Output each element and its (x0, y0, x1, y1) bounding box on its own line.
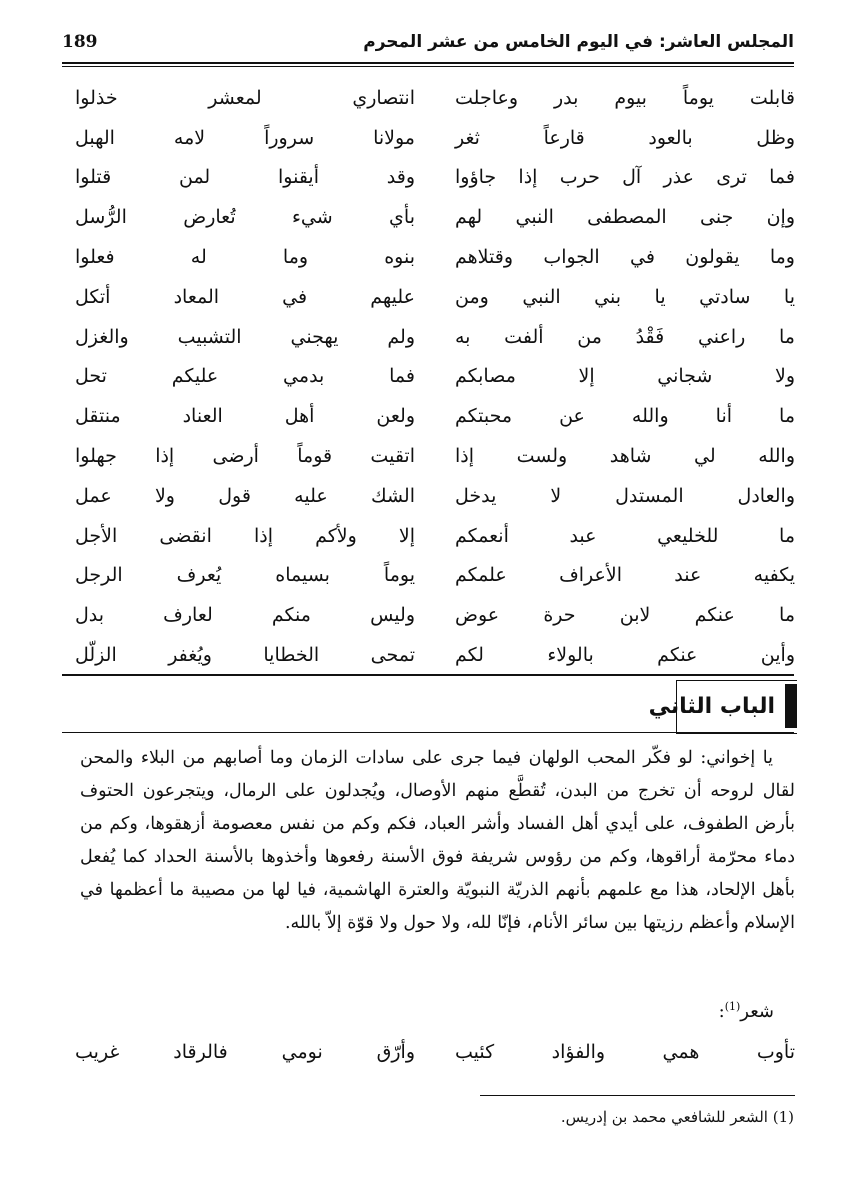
poem-line (70, 556, 795, 596)
poem-first-hemistich: وظل بالعود قارعاً ثغر (455, 126, 795, 149)
footnote (561, 1108, 794, 1126)
poem-second-hemistich: ولم يهجني التشبيب والغزل (75, 325, 415, 348)
poem-first-hemistich: ما أنا والله عن محبتكم (455, 405, 795, 428)
poem-line (70, 317, 795, 357)
header-rule (62, 62, 794, 64)
poem-line (70, 158, 795, 198)
poem-first-hemistich: والله لي شاهد ولست إذا (455, 445, 795, 468)
poem-line (70, 476, 795, 516)
poem-second-hemistich: إلا ولأكم إذا انقضى الأجل (75, 524, 415, 547)
verse-first-hemistich: تأوب همي والفؤاد كئيب (455, 1040, 795, 1063)
running-header (62, 30, 794, 60)
poem-first-hemistich: فما ترى عذر آل حرب إذا جاؤوا (455, 166, 795, 189)
chapter-heading (639, 684, 797, 728)
poem (70, 78, 795, 675)
footnote-text: الشعر للشافعي محمد بن إدريس. (560, 1108, 768, 1126)
chapter-title: الباب الثاني (648, 693, 775, 719)
poem-line (70, 357, 795, 397)
poem-line (70, 635, 795, 675)
header-rule-thin (62, 66, 794, 67)
poem-line (70, 396, 795, 436)
poem-second-hemistich: مولانا سروراً لامه الهبل (75, 126, 415, 149)
footnote-rule (480, 1095, 795, 1096)
poem-line (70, 118, 795, 158)
verse-label-text: شعر (740, 1001, 774, 1022)
poem-first-hemistich: قابلت يوماً بيوم بدر وعاجلت (455, 86, 795, 109)
poem-second-hemistich: بأي شيء تُعارض الرُّسل (75, 206, 415, 229)
poem-first-hemistich: وإن جنى المصطفى النبي لهم (455, 206, 795, 229)
prose-paragraph: يا إخواني: لو فكّر المحب الولهان فيما جرى على سادات الزمان وما أصابهم من البلاء والمحن لقال لروحه أن تخرج من البدن، تُقطَّع منهم الأوصال، ويُجدلون على الرمال، ويتجرعون الحتوف بأرض الطفوف، على أيدي أهل الفساد وأشر العباد، فكم وكم من نفس معصومة أزهقوها، وكم من دماء محرّمة أراقوها، وكم من رؤوس شريفة فوق الأسنة رفعوها وأخذوها بالأسنة الحداد كما يُفعل بأهل الإلحاد، هذا مع علمهم بأنهم الذريّة النبويّة والعترة الهاشمية، فيا لها من مصيبة ما أعظمها في الإسلام وأعظم رزيتها بين سائر الأنام، فإنّا لله، ولا حول ولا قوّة إلاّ بالله. (80, 748, 795, 933)
section-rule (62, 674, 794, 676)
poem-first-hemistich: يكفيه عند الأعراف علمكم (455, 564, 795, 587)
poem-line (70, 197, 795, 237)
poem-line (70, 78, 795, 118)
page-number: 189 (62, 32, 98, 52)
verse (70, 1032, 795, 1072)
verse-colon: : (718, 1001, 725, 1022)
poem-line (70, 516, 795, 556)
poem-line (70, 436, 795, 476)
poem-second-hemistich: وليس منكم لعارف بدل (75, 604, 415, 627)
footnote-marker: (1) (772, 1108, 794, 1126)
poem-first-hemistich: ما عنكم لابن حرة عوض (455, 604, 795, 627)
poem-first-hemistich: ما للخليعي عبد أنعمكم (455, 524, 795, 547)
poem-first-hemistich: وأين عنكم بالولاء لكم (455, 644, 795, 667)
poem-second-hemistich: وقد أيقنوا لمن قتلوا (75, 166, 415, 189)
poem-first-hemistich: ولا شجاني إلا مصابكم (455, 365, 795, 388)
poem-line (70, 237, 795, 277)
poem-second-hemistich: عليهم في المعاد أتكل (75, 285, 415, 308)
poem-second-hemistich: يوماً بسيماه يُعرف الرجل (75, 564, 415, 587)
poem-line (70, 277, 795, 317)
header-title: المجلس العاشر: في اليوم الخامس من عشر المحرم (363, 32, 794, 52)
chapter-rule (62, 732, 794, 733)
footnote-ref: (1) (724, 1000, 741, 1013)
poem-line (70, 595, 795, 635)
poem-first-hemistich: وما يقولون في الجواب وقتلاهم (455, 246, 795, 269)
poem-second-hemistich: ولعن أهل العناد منتقل (75, 405, 415, 428)
poem-first-hemistich: والعادل المستدل لا يدخل (455, 484, 795, 507)
poem-second-hemistich: انتصاري لمعشر خذلوا (75, 86, 415, 109)
poem-second-hemistich: الشك عليه قول ولا عمل (75, 484, 415, 507)
prose-body (80, 742, 795, 940)
verse-label (719, 1000, 774, 1022)
poem-first-hemistich: يا سادتي يا بني النبي ومن (455, 285, 795, 308)
chapter-marker-bar (785, 684, 797, 728)
poem-first-hemistich: ما راعني فَقْدُ من ألفت به (455, 325, 795, 348)
poem-second-hemistich: بنوه وما له فعلوا (75, 246, 415, 269)
poem-second-hemistich: تمحى الخطايا ويُغفر الزلّل (75, 644, 415, 667)
verse-second-hemistich: وأرّق نومي فالرقاد غريب (75, 1040, 415, 1063)
poem-second-hemistich: فما بدمي عليكم تحل (75, 365, 415, 388)
poem-second-hemistich: اتقيت قوماً أرضى إذا جهلوا (75, 445, 415, 468)
